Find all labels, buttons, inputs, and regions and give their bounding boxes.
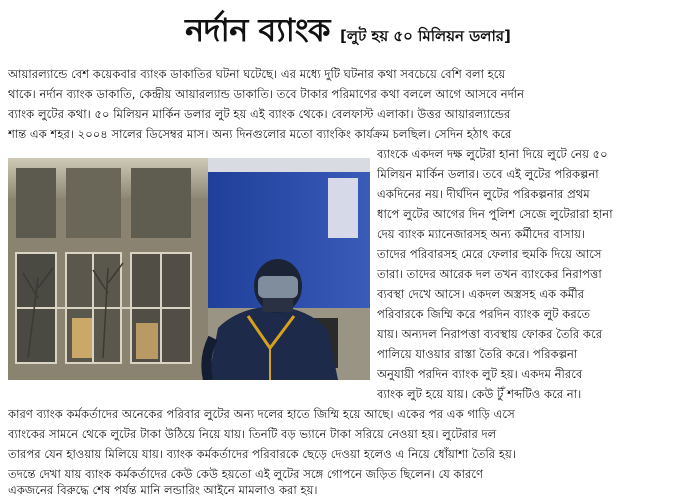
article-line: যায়। অন্যদল নিরাপত্তা ব্যবস্থায় ফোকর তৈরি করে: [377, 327, 603, 341]
article-line: শান্ত এক শহর। ২০০৪ সালের ডিসেম্বর মাস। অন্য দিনগুলোর মতো ব্যাংকিং কার্যক্রম চলছিল। সেদিন হঠাৎ করে: [8, 127, 512, 141]
article-line: অনুযায়ী পরদিন ব্যাংক লুট হয়। একদম নীরবে: [377, 367, 583, 381]
article-line: কারণ ব্যাংক কর্মকর্তাদের অনেকের পরিবার লুটের অন্য দলের হাতে জিম্মি হয়ে আছে। একের পর এক গাড়ি এসে: [8, 407, 515, 421]
article-line: ব্যবস্থা দেখে আসে। একদল অস্ত্রসহ এক কর্মীর: [377, 287, 585, 301]
article-line: তারপর যেন হাওয়ায় মিলিয়ে যায়। ব্যাংক কর্মকর্তাদের পরিবারকে ছেড়ে দেওয়া হলেও এ নিয়ে ধোঁয়াশা তৈরি হয়।: [8, 447, 516, 461]
article-line: দেয় ব্যাংক ম্যানেজারসহ অন্য কর্মীদের বাসায়।: [377, 227, 586, 241]
article-line: মিলিয়ন মার্কিন ডলার। তবে এই লুটের পরিকল্পনা: [377, 167, 599, 181]
photo-illustration: [8, 158, 370, 380]
headline: [0, 6, 696, 54]
article-line: থাকে। নর্দান ব্যাংক ডাকাতি, কেন্দ্রীয় আয়ারল্যান্ড ডাকাতি। তবে টাকার পরিমাণের কথা বললে আগে আসবে নর্দান: [8, 87, 525, 101]
article-line: পালিয়ে যাওয়ার রাস্তা তৈরি করে। পরিকল্পনা: [377, 347, 578, 361]
article-line: ব্যাংকে একদল দক্ষ লুটেরা হানা দিয়ে লুটে নেয় ৫০: [377, 147, 608, 161]
article-line: একজনের বিরুদ্ধে শেষ পর্যন্ত মানি লন্ডারিং আইনে মামলাও করা হয়।: [8, 483, 318, 497]
article-line: একদিনের নয়। দীর্ঘদিন লুটের পরিকল্পনার প্রথম: [377, 187, 590, 201]
article-line: তাদের পরিবারসহ মেরে ফেলার হুমকি দিয়ে আসে: [377, 247, 602, 261]
police-officer-photo: [8, 158, 370, 380]
article-line: ধাপে লুটের আগের দিন পুলিশ সেজে লুটেরারা হানা: [377, 207, 613, 221]
article-line: ব্যাংক লুট হয়ে যায়। কেউ টুঁ শব্দটিও করে না।: [377, 387, 582, 401]
article-line: আয়ারল্যান্ডে বেশ কয়েকবার ব্যাংক ডাকাতির ঘটনা ঘটেছে। এর মধ্যে দুটি ঘটনার কথা সবচেয়ে বেশি বলা হয়ে: [8, 67, 506, 81]
article-line: পরিবারকে জিম্মি করে পরদিন ব্যাংক লুট করতে: [377, 307, 591, 321]
article-line: ব্যাংকের সামনে থেকে লুটের টাকা উঠিয়ে নিয়ে যায়। তিনটি বড় ভ্যানে টাকা সরিয়ে নেওয়া হয়। লুটেরার দল: [8, 427, 497, 441]
headline-title: নর্দান ব্যাংক: [185, 11, 331, 49]
article-line: তারা। তাদের আরেক দল তখন ব্যাংকের নিরাপত্তা: [377, 267, 602, 281]
headline-subtitle: [লুট হয় ৫০ মিলিয়ন ডলার]: [340, 27, 511, 45]
article-line: ব্যাংক লুটের কথা। ৫০ মিলিয়ন মার্কিন ডলার লুট হয় এই ব্যাংক থেকে। বেলফাস্ট এলাকা। উত্তর আয়ারল্যান্ডের: [8, 107, 511, 121]
article-line: তদন্তে দেখা যায় ব্যাংক কর্মকর্তাদের কেউ কেউ হয়তো এই লুটের সঙ্গে গোপনে জড়িত ছিলেন। যে কারণে: [8, 467, 484, 481]
